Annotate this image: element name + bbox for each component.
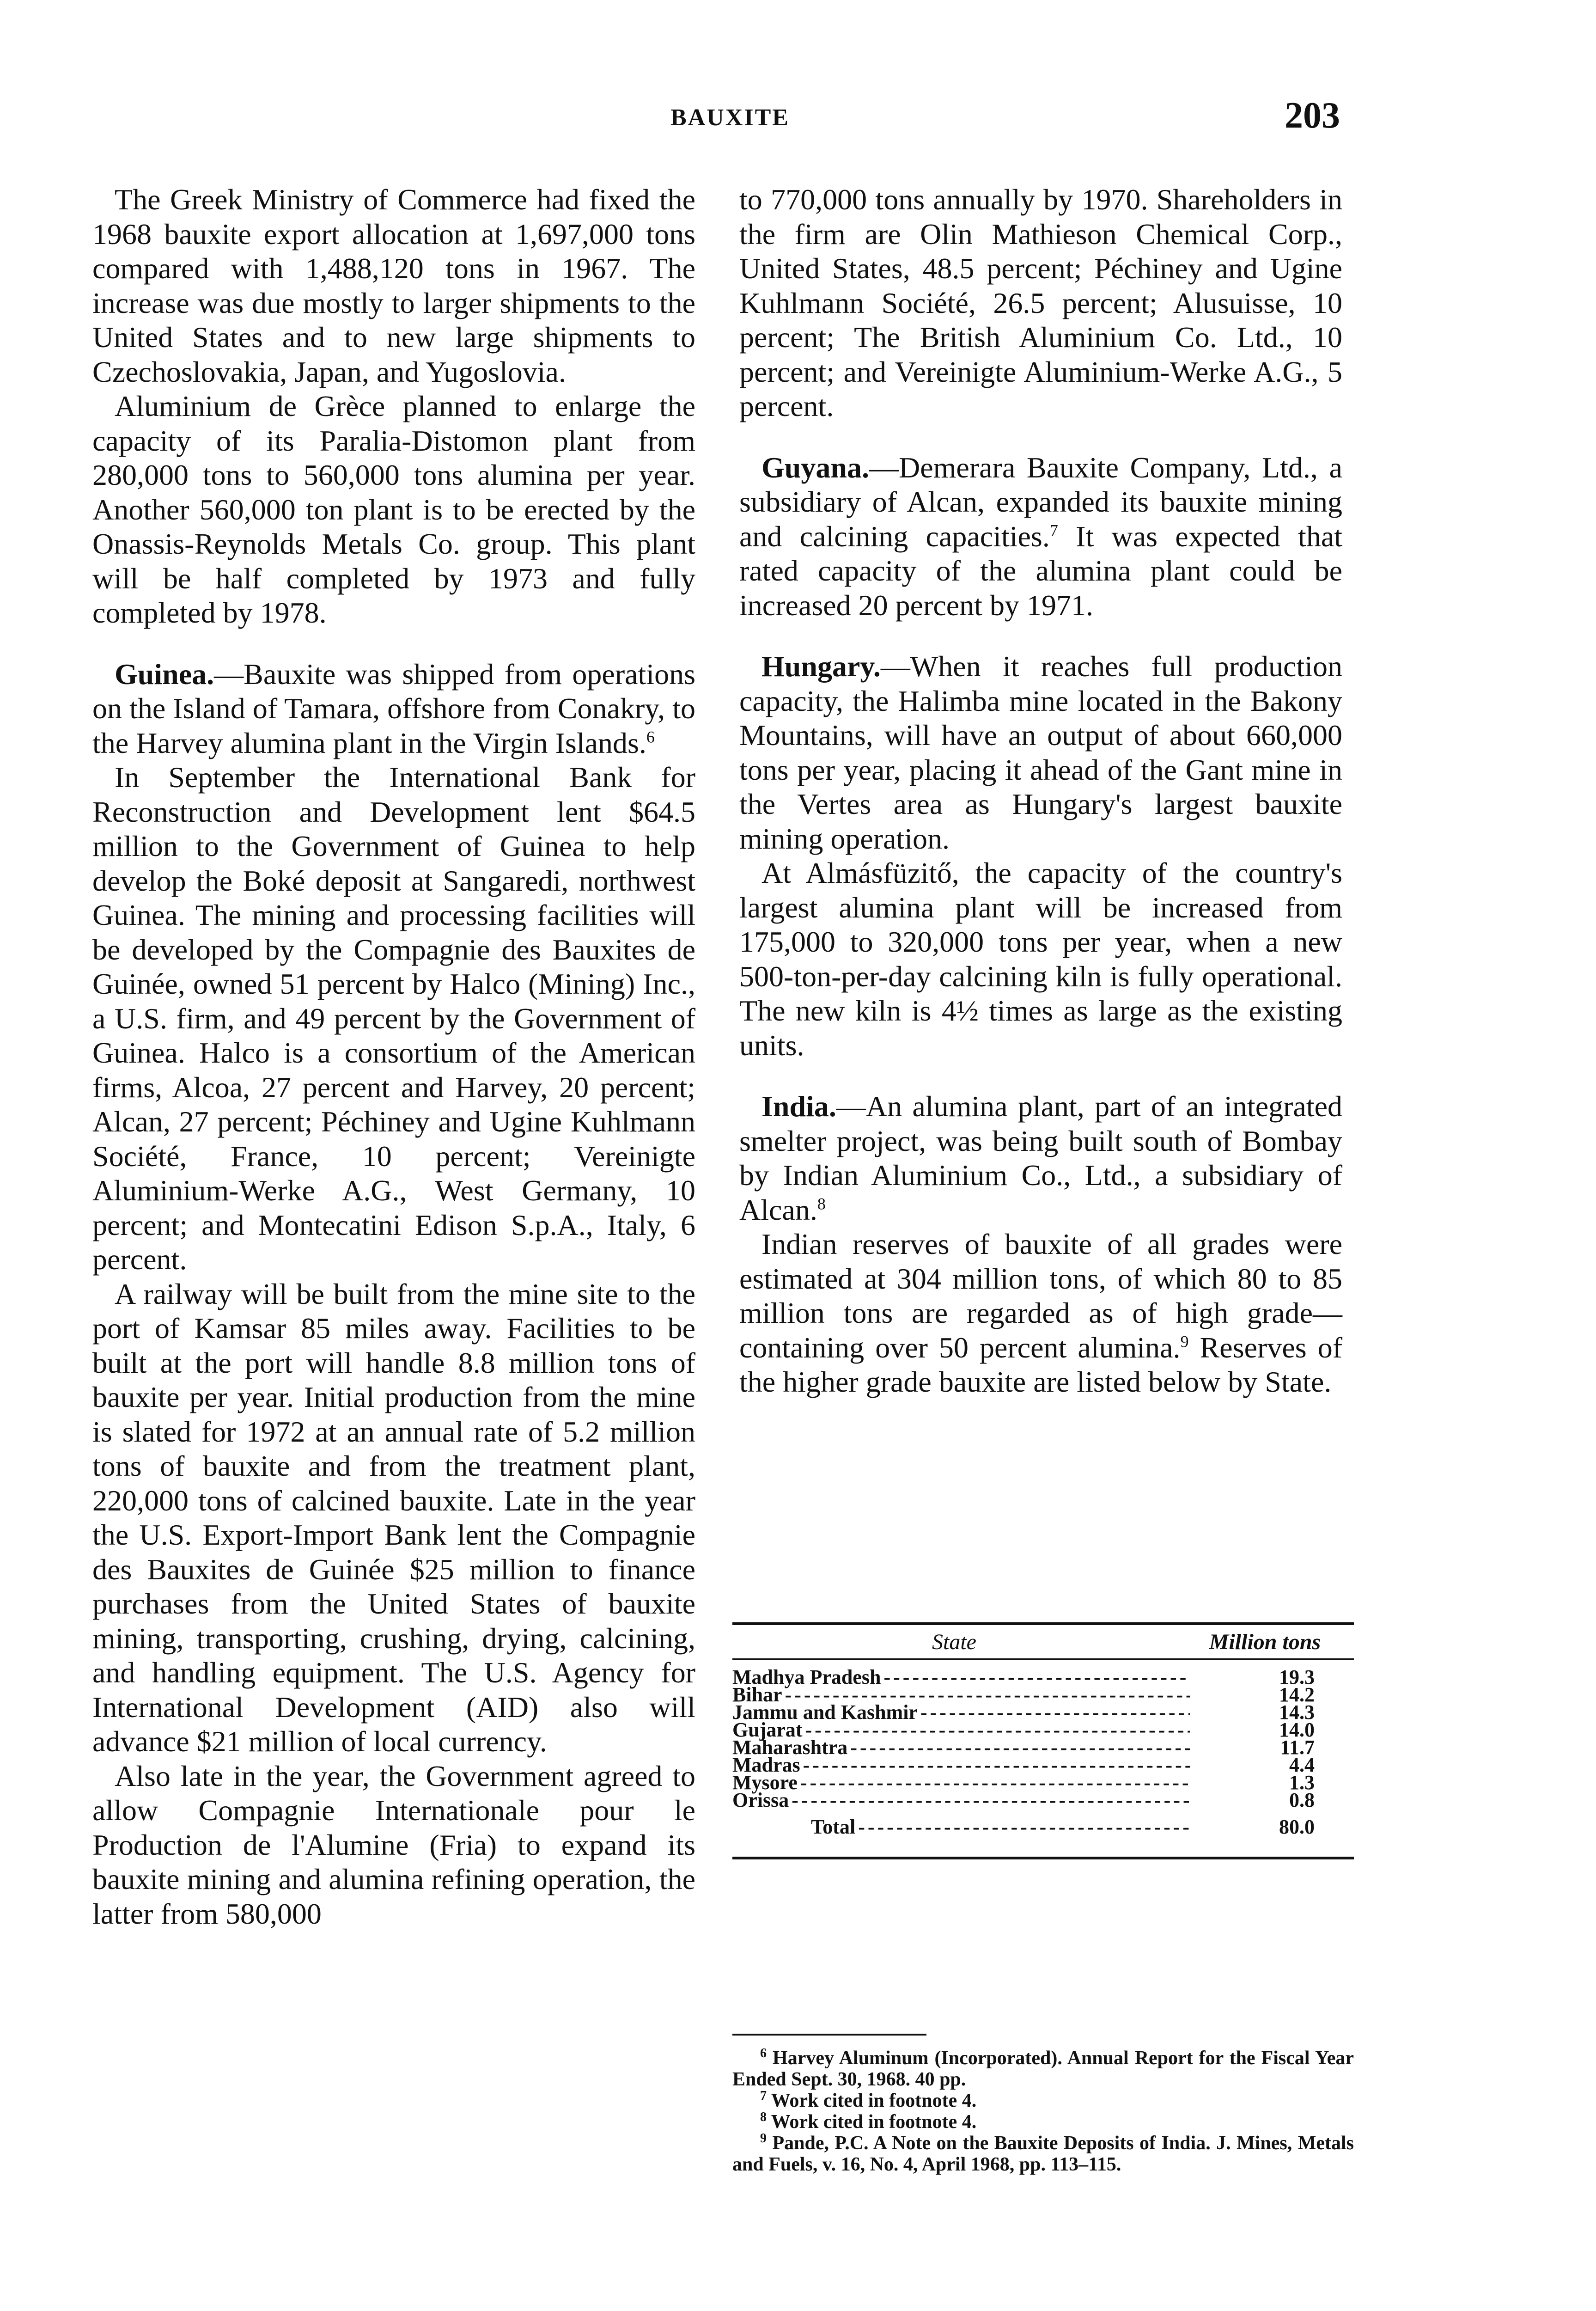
india-reserves-text-a: Indian reserves of bauxite of all grades were estimated at 304 million tons, of which 80 to 85 million tons are regarded as of high grade—containing over 50 percent alumina. [739, 1228, 1342, 1364]
fria-shareholders-paragraph: to 770,000 tons annually by 1970. Shareholders in the firm are Olin Mathieson Chemical Corp., United States, 48.5 percent; Péchiney and Ugine Kuhlmann Société, 26.5 percent; Alusuisse, 10 percent; The British Aluminium Co. Ltd., 10 percent; and Vereinigte Aluminium-Werke A.G., 5 percent. [739, 183, 1342, 422]
guinea-bank-paragraph: In September the International Bank for Reconstruction and Development lent $64.5 million to the Government of Guinea to help develop the Boké deposit at Sangaredi, northwest Guinea. The mining and processing facilities will be developed by the Compagnie des Bauxites de Guinée, owned 51 percent by Halco (Mining) Inc., a U.S. firm, and 49 percent by the Government of Guinea. Halco is a consortium of the American firms, Alcoa, 27 percent and Harvey, 20 percent; Alcan, 27 percent; Péchiney and Ugine Kuhlmann Société, France, 10 percent; Vereinigte Aluminium-Werke A.G., West Germany, 10 percent; and Montecatini Edison S.p.A., Italy, 6 percent. [92, 761, 695, 1276]
table-row [732, 1665, 1354, 1688]
right-column [739, 183, 1342, 1400]
footnote-7 [732, 2090, 1354, 2111]
table-header-row [732, 1625, 1354, 1658]
table-row [732, 1788, 1354, 1811]
footnote-8 [732, 2111, 1354, 2133]
table-cell-state: Gujarat [732, 1718, 803, 1741]
footnote-rule [732, 2034, 926, 2036]
running-head: BAUXITE [670, 104, 790, 131]
page-number: 203 [1285, 95, 1340, 136]
table-cell-value: 11.7 [1280, 1736, 1315, 1759]
guinea-heading: Guinea. [115, 657, 214, 691]
hungary-text: —When it reaches full production capacity, the Halimba mine located in the Bakony Mountains, will have an output of about 660,000 tons per year, placing it ahead of the Gant mine in the Vertes area as Hungary's largest bauxite mining operation. [739, 650, 1342, 855]
guyana-text-a: —Demerara Bauxite Company, Ltd., a subsidiary of Alcan, expanded its bauxite mining and calcining capacities. [739, 451, 1342, 553]
footnote-ref-7: 7 [1049, 521, 1058, 540]
india-reserves-paragraph [739, 1227, 1342, 1400]
table-cell-value: 19.3 [1279, 1666, 1315, 1688]
table-total-row [732, 1806, 1354, 1857]
footnote-6 [732, 2048, 1354, 2090]
table-cell-value: 14.3 [1279, 1701, 1315, 1724]
footnote-text: Work cited in footnote 4. [771, 2111, 977, 2133]
table-cell-state: Maharashtra [732, 1736, 848, 1759]
footnote-9 [732, 2133, 1354, 2175]
table-header-value: Million tons [1209, 1629, 1321, 1654]
table-body [732, 1660, 1354, 1811]
table-row [732, 1718, 1354, 1741]
table-cell-state: Madras [732, 1754, 800, 1776]
table-header-state: State [932, 1629, 976, 1654]
india-paragraph [739, 1089, 1342, 1227]
footnote-text: Harvey Aluminum (Incorporated). Annual Report for the Fiscal Year Ended Sept. 30, 1968. 40 pp. [732, 2048, 1354, 2090]
footnote-text: Pande, P.C. A Note on the Bauxite Deposits of India. J. Mines, Metals and Fuels, v. 16, No. 4, April 1968, pp. 113–115. [732, 2133, 1354, 2175]
table-row [732, 1771, 1354, 1794]
footnote-text: Work cited in footnote 4. [771, 2090, 977, 2111]
table-bottom-rule [732, 1857, 1354, 1859]
table-row [732, 1736, 1354, 1759]
hungary-heading: Hungary. [761, 650, 881, 683]
table-cell-state: Orissa [732, 1789, 789, 1811]
guyana-text-b: It was expected that rated capacity of the alumina plant could be increased 20 percent by 1971. [739, 520, 1343, 622]
guyana-heading: Guyana. [761, 451, 869, 484]
india-text: —An alumina plant, part of an integrated smelter project, was being built south of Bombay by Indian Aluminium Co., Ltd., a subsidiary of Alcan. [739, 1090, 1342, 1226]
guinea-railway-paragraph: A railway will be built from the mine site to the port of Kamsar 85 miles away. Facilities to be built at the port will handle 8.8 million tons of bauxite per year. Initial production from the mine is slated for 1972 at an annual rate of 5.2 million tons of bauxite and from the treatment plant, 220,000 tons of calcined bauxite. Late in the year the U.S. Export-Import Bank lent the Compagnie des Bauxites de Guinée $25 million to finance purchases from the United States of bauxite mining, transporting, crushing, drying, calcining, and handling equipment. The U.S. Agency for International Development (AID) also will advance $21 million of local currency. [92, 1277, 695, 1758]
table-cell-value: 0.8 [1289, 1789, 1315, 1811]
hungary-paragraph [739, 649, 1342, 856]
hungary-almasfuzito-paragraph: At Almásfüzitő, the capacity of the country's largest alumina plant will be increased from 175,000 to 320,000 tons per year, when a new 500-ton-per-day calcining kiln is fully operational. The new kiln is 4½ times as large as the existing units. [739, 856, 1342, 1062]
greece-export-paragraph: The Greek Ministry of Commerce had fixed the 1968 bauxite export allocation at 1,697,000 tons compared with 1,488,120 tons in 1967. The increase was due mostly to larger shipments to the United States and to new large shipments to Czechoslovakia, Japan, and Yugoslovia. [92, 183, 695, 388]
guyana-paragraph [739, 451, 1342, 623]
left-column [92, 183, 695, 1931]
table-total-value: 80.0 [1279, 1816, 1315, 1838]
table-row [732, 1753, 1354, 1776]
table-cell-state: Jammu and Kashmir [732, 1701, 918, 1724]
footnote-number: 6 [760, 2046, 767, 2060]
table-cell-state: Mysore [732, 1771, 798, 1794]
guinea-fria-paragraph: Also late in the year, the Government agreed to allow Compagnie Internationale pour le Production de l'Alumine (Fria) to expand its bauxite mining and alumina refining operation, the latter from 580,000 [92, 1759, 695, 1930]
greece-plant-paragraph: Aluminium de Grèce planned to enlarge the capacity of its Paralia-Distomon plant from 280,000 tons to 560,000 tons alumina per year. Another 560,000 ton plant is to be erected by the Onassis-Reynolds Metals Co. group. This plant will be half completed by 1973 and fully completed by 1978. [92, 390, 695, 629]
footnotes [732, 2048, 1354, 2175]
table-cell-state: Bihar [732, 1683, 782, 1706]
india-heading: India. [761, 1090, 836, 1123]
footnote-number: 9 [760, 2131, 767, 2146]
guinea-intro-paragraph [92, 657, 695, 761]
footnote-ref-9: 9 [1180, 1332, 1189, 1351]
footnote-number: 7 [760, 2089, 767, 2103]
table-row [732, 1683, 1354, 1706]
guinea-intro-text: —Bauxite was shipped from operations on the Island of Tamara, offshore from Conakry, to the Harvey alumina plant in the Virgin Islands. [92, 657, 695, 759]
table-cell-state: Madhya Pradesh [732, 1666, 881, 1688]
footnote-ref-6: 6 [646, 728, 655, 746]
footnote-ref-8: 8 [817, 1194, 826, 1213]
india-reserves-text-b: Reserves of the higher grade bauxite are listed below by State. [739, 1331, 1343, 1398]
table-total-label: Total [811, 1816, 856, 1838]
footnote-number: 8 [760, 2110, 767, 2124]
table-cell-value: 14.0 [1279, 1718, 1315, 1741]
table-cell-value: 1.3 [1289, 1771, 1315, 1794]
reserves-table [732, 1622, 1354, 1859]
table-row [732, 1700, 1354, 1724]
table-cell-value: 4.4 [1289, 1754, 1315, 1776]
table-cell-value: 14.2 [1279, 1683, 1315, 1706]
